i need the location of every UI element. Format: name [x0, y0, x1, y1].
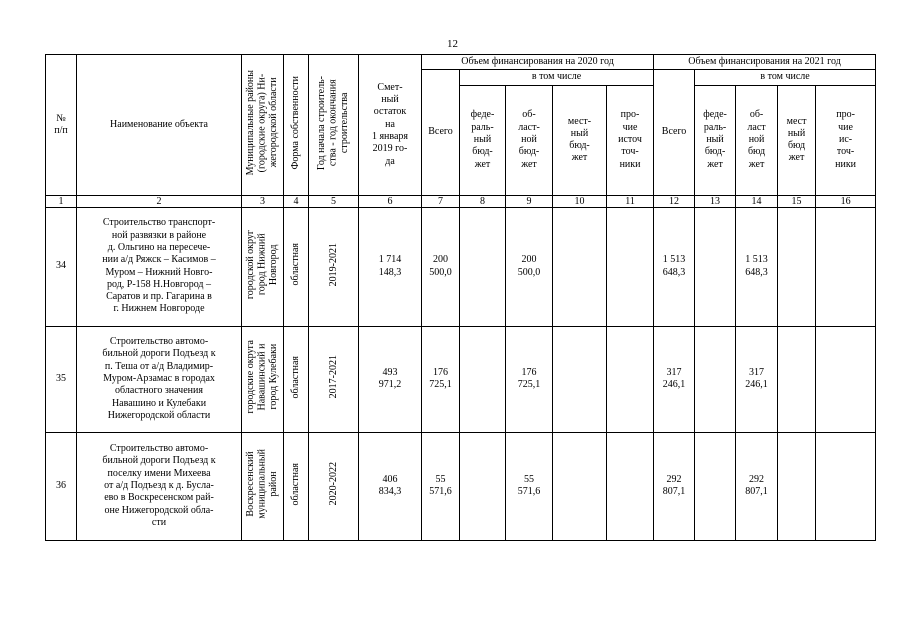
header-federal-2021: феде- раль- ный бюд- жет — [695, 85, 736, 195]
row-num: 35 — [46, 326, 77, 432]
row-federal-2021 — [695, 207, 736, 326]
header-other-2020: про- чие источ точ- ники — [607, 85, 654, 195]
row-municipal — [242, 207, 284, 326]
row-ownership — [284, 432, 309, 540]
row-municipal — [242, 326, 284, 432]
header-other-2021: про- чие ис- точ- ники — [816, 85, 876, 195]
header-ownership-text: Форма собственности — [290, 75, 302, 170]
row-other-2020 — [607, 432, 654, 540]
row-ownership-text: областная — [290, 243, 302, 286]
row-regional-2020: 176 725,1 — [506, 326, 553, 432]
row-num: 36 — [46, 432, 77, 540]
column-index: 3 — [242, 195, 284, 207]
row-total-2021: 1 513 648,3 — [654, 207, 695, 326]
column-index-row — [46, 195, 876, 207]
row-local-2021 — [778, 207, 816, 326]
row-municipal-text: городские округа Навашинский и город Кулебаки — [245, 340, 280, 414]
row-local-2020 — [553, 326, 607, 432]
row-regional-2020: 55 571,6 — [506, 432, 553, 540]
header-municipal-text: Муниципальные районы (городские округа) Ни- жегородской области — [245, 69, 280, 176]
header-municipal — [242, 55, 284, 196]
financing-table — [45, 54, 876, 541]
row-ownership — [284, 207, 309, 326]
row-regional-2021: 317 246,1 — [736, 326, 778, 432]
row-local-2021 — [778, 326, 816, 432]
row-num: 34 — [46, 207, 77, 326]
header-total-2021: Всего — [654, 70, 695, 195]
row-object-name: Строительство автомо- бильной дороги Подъезд к поселку имени Михеева от а/д Подъезд к д. Бусла- ево в Воскресенском рай- оне Нижегородской обла- сти — [77, 432, 242, 540]
column-index: 5 — [309, 195, 359, 207]
row-federal-2021 — [695, 326, 736, 432]
row-object-name: Строительство транспорт- ной развязки в районе д. Ольгино на пересече- нии а/д Ряжск – Касимов – Муром – Нижний Новго- род, Р-158 Н.Новгород – Саратов и пр. Гагарина в г. Нижнем Новгороде — [77, 207, 242, 326]
header-row-1 — [46, 55, 876, 70]
row-total-2020: 55 571,6 — [422, 432, 460, 540]
row-local-2020 — [553, 207, 607, 326]
header-name: Наименование объекта — [77, 55, 242, 196]
header-num: № п/п — [46, 55, 77, 196]
row-years-text: 2020-2022 — [327, 462, 339, 506]
header-fin2021: Объем финансирования на 2021 год — [654, 55, 876, 70]
header-years — [309, 55, 359, 196]
row-total-2020: 176 725,1 — [422, 326, 460, 432]
header-including-2021: в том числе — [695, 70, 876, 85]
column-index: 8 — [460, 195, 506, 207]
header-years-text: Год начала строитель- ства - год окончания строительства — [316, 75, 351, 170]
row-regional-2021: 292 807,1 — [736, 432, 778, 540]
row-total-2021: 292 807,1 — [654, 432, 695, 540]
table-row — [46, 207, 876, 326]
header-estimate: Смет- ный остаток на 1 января 2019 го- да — [359, 55, 422, 196]
row-municipal-text: городской округ город Нижний Новгород — [245, 229, 280, 299]
column-index: 9 — [506, 195, 553, 207]
header-ownership — [284, 55, 309, 196]
column-index: 13 — [695, 195, 736, 207]
header-total-2020: Всего — [422, 70, 460, 195]
row-federal-2020 — [460, 207, 506, 326]
column-index: 14 — [736, 195, 778, 207]
page-number: 12 — [447, 38, 458, 50]
row-municipal-text: Воскресенский муниципальный район — [245, 449, 280, 519]
column-index: 4 — [284, 195, 309, 207]
header-including-2020: в том числе — [460, 70, 654, 85]
row-other-2021 — [816, 432, 876, 540]
row-local-2020 — [553, 432, 607, 540]
column-index: 7 — [422, 195, 460, 207]
row-municipal — [242, 432, 284, 540]
header-fin2020: Объем финансирования на 2020 год — [422, 55, 654, 70]
row-years — [309, 326, 359, 432]
row-object-name: Строительство автомо- бильной дороги Подъезд к п. Теша от а/д Владимир- Муром-Арзамас в городах областного значения Навашино и Кулебаки Нижегородской области — [77, 326, 242, 432]
header-regional-2021: об- ласт ной бюд жет — [736, 85, 778, 195]
row-estimate: 1 714 148,3 — [359, 207, 422, 326]
row-ownership-text: областная — [290, 462, 302, 506]
column-index: 11 — [607, 195, 654, 207]
header-federal-2020: феде- раль- ный бюд- жет — [460, 85, 506, 195]
column-index: 16 — [816, 195, 876, 207]
row-ownership — [284, 326, 309, 432]
row-federal-2021 — [695, 432, 736, 540]
column-index: 6 — [359, 195, 422, 207]
header-local-2020: мест- ный бюд- жет — [553, 85, 607, 195]
row-other-2021 — [816, 326, 876, 432]
column-index: 2 — [77, 195, 242, 207]
header-regional-2020: об- ласт- ной бюд- жет — [506, 85, 553, 195]
column-index: 15 — [778, 195, 816, 207]
row-total-2021: 317 246,1 — [654, 326, 695, 432]
row-years — [309, 432, 359, 540]
row-years-text: 2017-2021 — [327, 355, 339, 399]
row-regional-2021: 1 513 648,3 — [736, 207, 778, 326]
row-federal-2020 — [460, 326, 506, 432]
row-other-2020 — [607, 326, 654, 432]
row-total-2020: 200 500,0 — [422, 207, 460, 326]
row-other-2021 — [816, 207, 876, 326]
row-ownership-text: областная — [290, 355, 302, 399]
table-row — [46, 326, 876, 432]
row-years — [309, 207, 359, 326]
column-index: 1 — [46, 195, 77, 207]
table-row — [46, 432, 876, 540]
row-regional-2020: 200 500,0 — [506, 207, 553, 326]
column-index: 10 — [553, 195, 607, 207]
column-index: 12 — [654, 195, 695, 207]
row-other-2020 — [607, 207, 654, 326]
row-local-2021 — [778, 432, 816, 540]
header-local-2021: мест ный бюд жет — [778, 85, 816, 195]
row-estimate: 406 834,3 — [359, 432, 422, 540]
row-estimate: 493 971,2 — [359, 326, 422, 432]
row-years-text: 2019-2021 — [327, 242, 339, 287]
row-federal-2020 — [460, 432, 506, 540]
